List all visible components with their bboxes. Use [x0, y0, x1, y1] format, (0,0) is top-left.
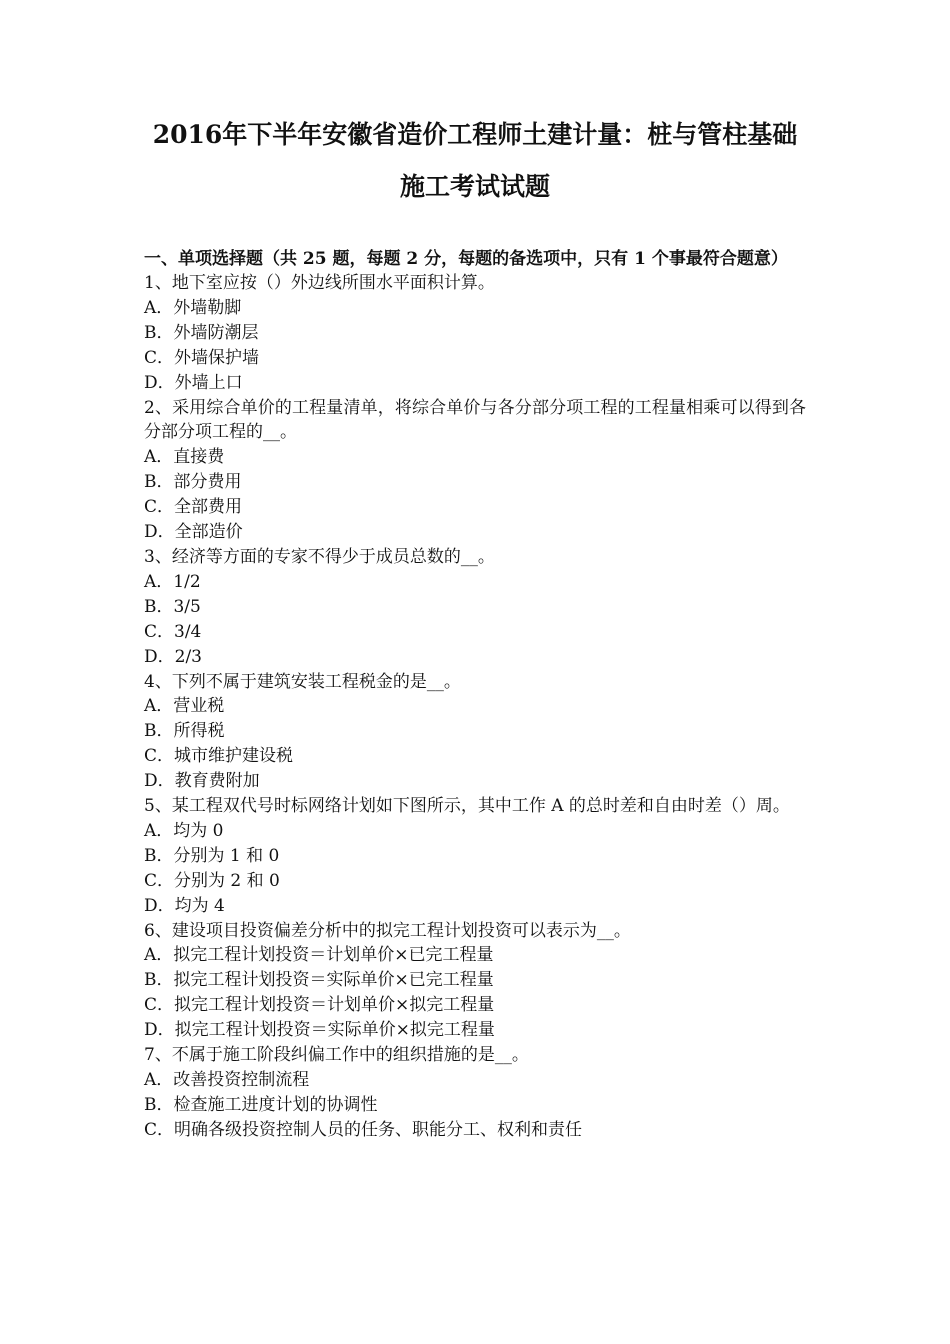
question-3	[144, 545, 806, 670]
option-a: A．改善投资控制流程	[144, 1070, 310, 1090]
option-b: B．外墙防潮层	[144, 322, 259, 343]
option-c: C．外墙保护墙	[144, 347, 260, 368]
question-stem: 4、下列不属于建筑安装工程税金的是__。	[144, 671, 461, 692]
option-d: D．2/3	[144, 646, 202, 667]
question-stem: 1、地下室应按（）外边线所围水平面积计算。	[144, 273, 495, 293]
question-stem: 6、建设项目投资偏差分析中的拟完工程计划投资可以表示为__。	[144, 920, 631, 941]
option-d: D．教育费附加	[144, 771, 260, 792]
option-b: B．所得税	[144, 721, 225, 742]
question-7	[144, 1043, 806, 1143]
option-a: A．均为 0	[144, 820, 224, 841]
option-b: B．分别为 1 和 0	[144, 845, 280, 866]
option-c: C．拟完工程计划投资＝计划单价×拟完工程量	[144, 995, 495, 1016]
option-d: D．均为 4	[144, 895, 225, 916]
question-stem: 5、某工程双代号时标网络计划如下图所示，其中工作 A 的总时差和自由时差（）周。	[144, 796, 790, 817]
option-a: A．外墙勒脚	[144, 297, 242, 318]
option-b: B．拟完工程计划投资＝实际单价×已完工程量	[144, 970, 494, 991]
question-2	[144, 396, 806, 545]
option-a: A．营业税	[144, 696, 225, 717]
option-b: B．3/5	[144, 596, 201, 617]
option-d: D．全部造价	[144, 522, 243, 543]
option-a: A．直接费	[144, 447, 225, 468]
question-5	[144, 794, 806, 919]
option-c: C．全部费用	[144, 497, 243, 518]
option-b: B．检查施工进度计划的协调性	[144, 1094, 378, 1115]
question-1	[144, 271, 806, 396]
option-c: C．城市维护建设税	[144, 746, 294, 767]
option-a: A．拟完工程计划投资＝计划单价×已完工程量	[144, 945, 494, 966]
question-stem: 7、不属于施工阶段纠偏工作中的组织措施的是__。	[144, 1045, 529, 1066]
question-6	[144, 919, 806, 1044]
option-c: C．明确各级投资控制人员的任务、职能分工、权利和责任	[144, 1119, 583, 1140]
option-b: B．部分费用	[144, 472, 242, 493]
option-d: D．拟完工程计划投资＝实际单价×拟完工程量	[144, 1020, 495, 1041]
document-title-line-2: 施工考试试题	[399, 172, 550, 201]
option-a: A．1/2	[144, 571, 201, 592]
question-4	[144, 670, 806, 795]
question-stem: 2、采用综合单价的工程量清单，将综合单价与各分部分项工程的工程量相乘可以得到各分部分项工程的__。	[144, 397, 806, 443]
option-c: C．分别为 2 和 0	[144, 870, 280, 891]
question-stem: 3、经济等方面的专家不得少于成员总数的__。	[144, 546, 495, 567]
document-body	[144, 247, 806, 1143]
document-title-line-1: 2016年下半年安徽省造价工程师土建计量：桩与管柱基础	[152, 120, 798, 149]
section-heading: 一、单项选择题（共 25 题，每题 2 分，每题的备选项中，只有 1 个事最符合题意）	[144, 249, 788, 269]
option-d: D．外墙上口	[144, 372, 243, 393]
option-c: C．3/4	[144, 621, 202, 642]
